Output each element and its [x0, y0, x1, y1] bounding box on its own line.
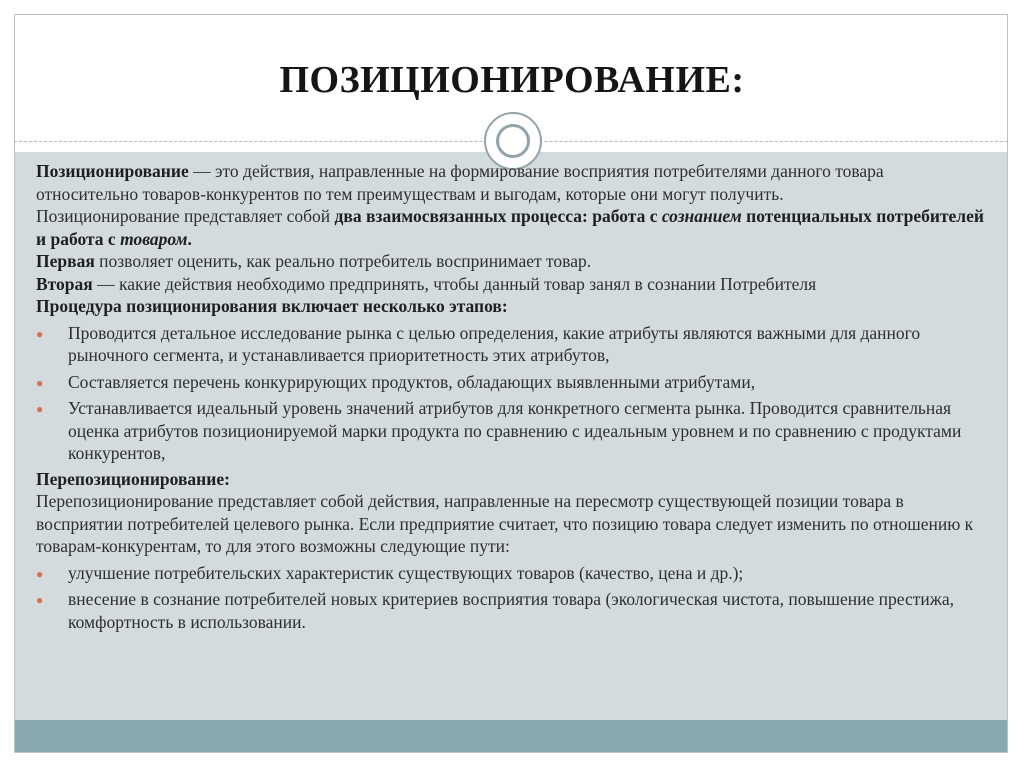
- second-text: — какие действия необходимо предпринять, чтобы данный товар занял в сознании Потребителя: [92, 273, 817, 294]
- bullet-dot-icon: ●: [36, 375, 44, 390]
- slide-title: ПОЗИЦИОНИРОВАНИЕ:: [279, 59, 745, 101]
- reposition-text: Перепозиционирование представляет собой действия, направленные на пересмотр существующей позиции товара в восприятии потребителей целевого рынка. Если предприятие считает, что позицию товара следует изменить по отношению к товарам-конкурентам, то для этого возможны следующие пути:: [36, 491, 974, 556]
- first-paragraph: [36, 250, 986, 273]
- processes-end: .: [187, 228, 192, 249]
- bullet-dot-icon: ●: [36, 566, 44, 581]
- processes-italic-2: товаром: [120, 228, 188, 249]
- reposition-list: [36, 562, 986, 634]
- list-item: ● Устанавливается идеальный уровень значений атрибутов для конкретного сегмента рынка. Проводится сравнительная оценка атрибутов позиционируемой марки продукта по сравнению с идеальным уровнем и по сравнению с продуктами конкурентов,: [36, 398, 962, 463]
- procedure-heading: Процедура позиционирования включает несколько этапов:: [36, 296, 508, 316]
- processes-paragraph: [36, 205, 986, 250]
- first-text: позволяет оценить, как реально потребитель воспринимает товар.: [94, 251, 592, 271]
- list-item: ● внесение в сознание потребителей новых критериев восприятия товара (экологическая чистота, повышение престижа, комфортность в использовании.: [36, 589, 954, 632]
- reposition-heading: Перепозиционирование:: [36, 468, 230, 489]
- definition-paragraph: [36, 160, 986, 205]
- circle-ornament-inner: [496, 124, 530, 158]
- bullet-dot-icon: ●: [36, 326, 44, 341]
- bottom-band: [15, 720, 1007, 752]
- slide-content: [36, 160, 986, 636]
- bullet-dot-icon: ●: [36, 593, 44, 607]
- second-paragraph: [36, 273, 986, 296]
- processes-intro: Позиционирование представляет собой: [36, 206, 335, 226]
- processes-bold-1: два взаимосвязанных процесса: работа с: [334, 206, 662, 226]
- definition-text: — это действия, направленные на формирование восприятия потребителями данного товара относительно товаров-конкурентов по тем преимуществам и выгодам, которые они могут получить.: [36, 161, 884, 204]
- list-item: ● Проводится детальное исследование рынка с целью определения, какие атрибуты являются важными для данного рыночного сегмента, и устанавливается приоритетность этих атрибутов,: [36, 322, 921, 365]
- bullet-dot-icon: ●: [36, 402, 44, 416]
- first-term: Первая: [36, 251, 95, 271]
- second-term: Вторая: [36, 273, 93, 294]
- definition-term: Позиционирование: [36, 161, 189, 181]
- processes-bold-2: потенциальных потребителей и работа с: [36, 206, 984, 249]
- list-item: ● Составляется перечень конкурирующих продуктов, обладающих выявленными атрибутами,: [36, 371, 986, 394]
- processes-italic-1: сознанием: [661, 206, 742, 226]
- procedure-list: [36, 322, 986, 465]
- list-item: ● улучшение потребительских характеристик существующих товаров (качество, цена и др.);: [36, 562, 986, 585]
